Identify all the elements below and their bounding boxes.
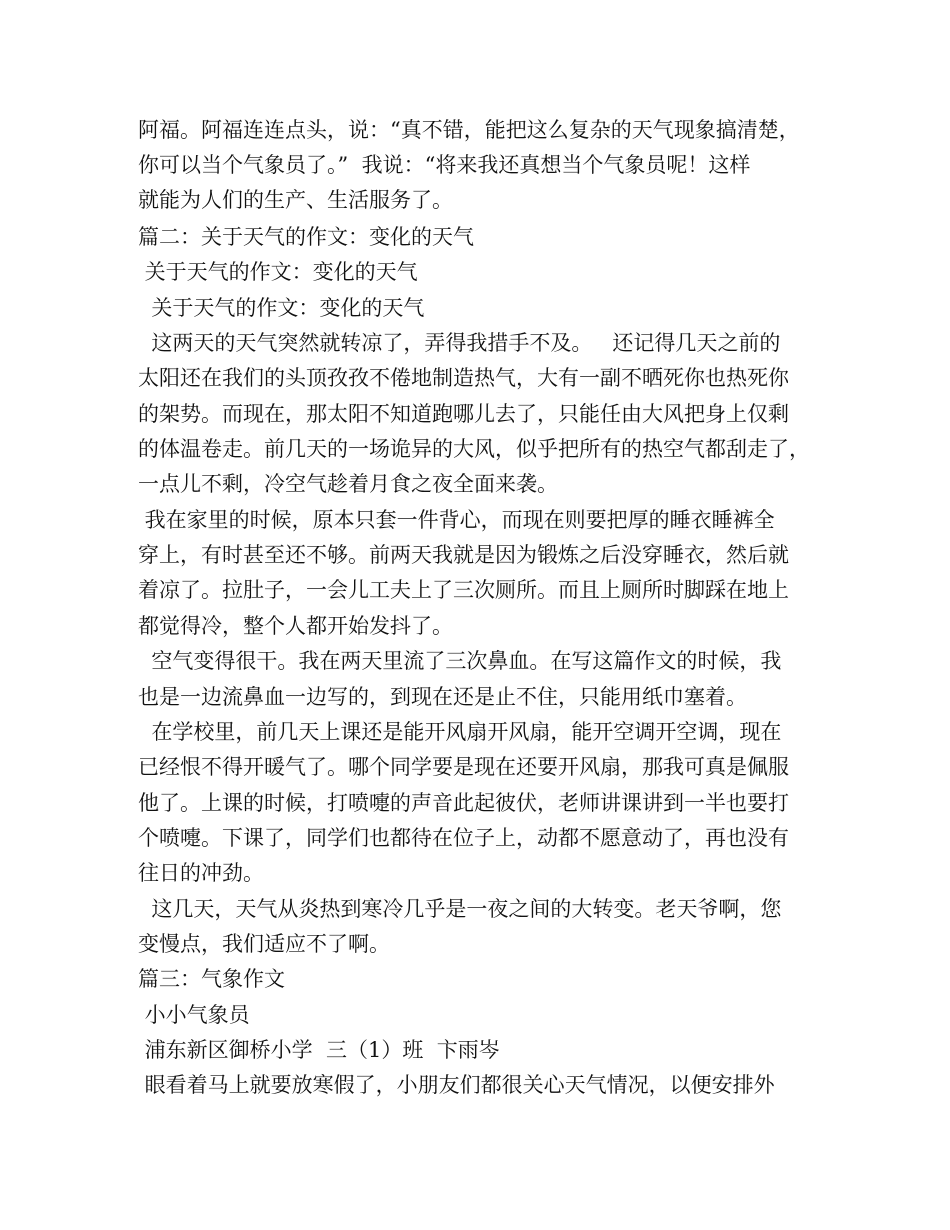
text-line: 穿上，有时甚至还不够。前两天我就是因为锻炼之后没穿睡衣，然后就 — [138, 543, 789, 567]
text-line: 变慢点，我们适应不了啊。 — [138, 932, 390, 956]
text-line: 在学校里，前几天上课还是能开风扇开风扇，能开空调开空调，现在 — [138, 720, 782, 744]
article-title: 关于天气的作文：变化的天气 — [138, 260, 418, 284]
text-line: 都觉得冷，整个人都开始发抖了。 — [138, 614, 453, 638]
text-line: 他了。上课的时候，打喷嚏的声音此起彼伏，老师讲课讲到一半也要打 — [138, 791, 789, 815]
text-line: 个喷嚏。下课了，同学们也都待在位子上，动都不愿意动了，再也没有 — [138, 826, 789, 850]
section-heading: 篇三：气象作文 — [138, 967, 285, 991]
text-line: 太阳还在我们的头顶孜孜不倦地制造热气，大有一副不晒死你也热死你 — [138, 366, 789, 390]
text-line: 往日的冲劲。 — [138, 861, 264, 885]
author-line: 浦东新区御桥小学 三（1）班 卞雨岑 — [138, 1038, 500, 1062]
text-line: 你可以当个气象员了。” 我说：“将来我还真想当个气象员呢！这样 — [138, 153, 751, 177]
text-line: 这两天的天气突然就转凉了，弄得我措手不及。 还记得几天之前的 — [138, 331, 781, 355]
article-title: 小小气象员 — [138, 1003, 250, 1027]
text-line: 我在家里的时候，原本只套一件背心，而现在则要把厚的睡衣睡裤全 — [138, 508, 775, 532]
text-line: 这几天，天气从炎热到寒冷几乎是一夜之间的大转变。老天爷啊，您 — [138, 897, 782, 921]
text-line: 的架势。而现在，那太阳不知道跑哪儿去了，只能任由大风把身上仅剩 — [138, 402, 789, 426]
text-line: 的体温卷走。前几天的一场诡异的大风，似乎把所有的热空气都刮走了， — [138, 437, 810, 461]
text-line: 着凉了。拉肚子，一会儿工夫上了三次厕所。而且上厕所时脚踩在地上 — [138, 578, 789, 602]
section-heading: 篇二：关于天气的作文：变化的天气 — [138, 225, 474, 249]
text-line: 一点儿不剩，冷空气趁着月食之夜全面来袭。 — [138, 472, 558, 496]
text-line: 也是一边流鼻血一边写的，到现在还是止不住，只能用纸巾塞着。 — [138, 685, 747, 709]
text-line: 眼看着马上就要放寒假了，小朋友们都很关心天气情况，以便安排外 — [138, 1073, 775, 1097]
article-title: 关于天气的作文：变化的天气 — [138, 296, 425, 320]
text-line: 阿福。阿福连连点头，说：“真不错，能把这么复杂的天气现象搞清楚， — [138, 118, 800, 142]
text-line: 空气变得很干。我在两天里流了三次鼻血。在写这篇作文的时候，我 — [138, 649, 782, 673]
text-line: 已经恨不得开暖气了。哪个同学要是现在还要开风扇，那我可真是佩服 — [138, 755, 789, 779]
text-line: 就能为人们的生产、生活服务了。 — [138, 188, 453, 212]
